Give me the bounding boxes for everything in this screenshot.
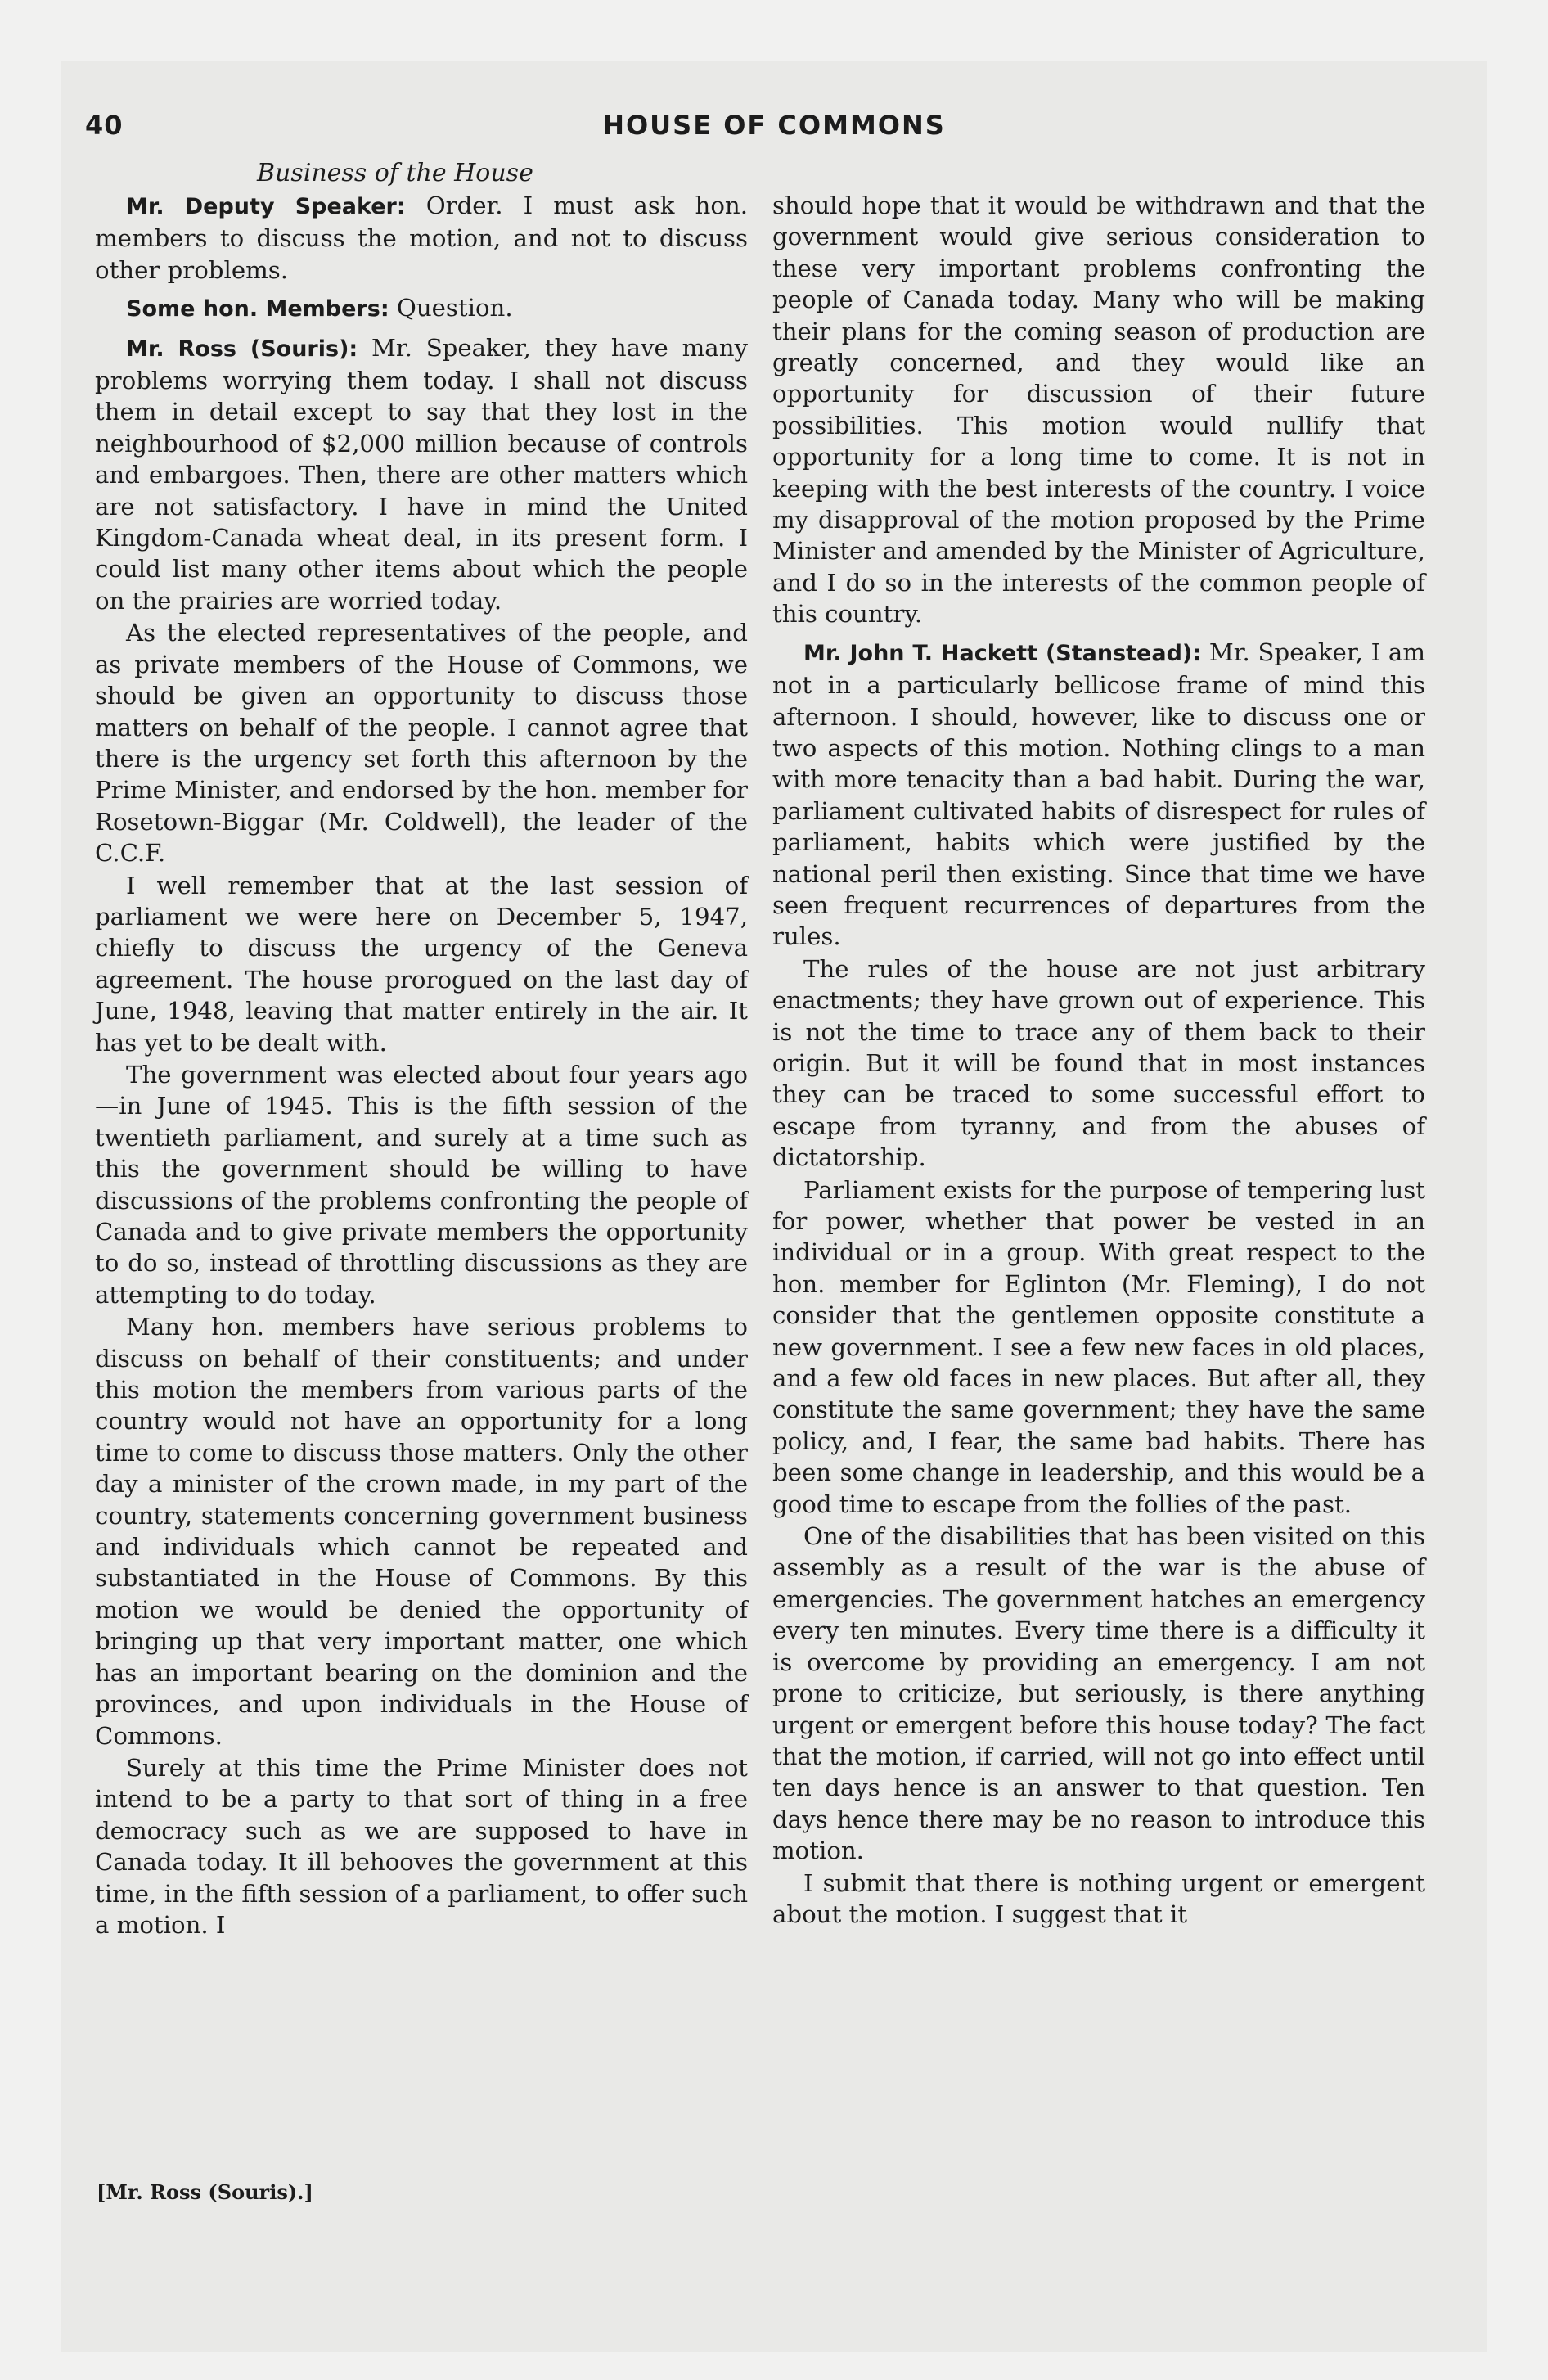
paragraph (95, 292, 748, 325)
speaker-name: Mr. Ross (Souris): (126, 336, 358, 362)
paragraph: Parliament exists for the purpose of tempering lust for power, whether that power be vested in an individual or in a group. With great respect to the hon. member for Eglinton (Mr. Fleming), I do not consider that the gentlemen opposite constitute a new government. I see a few new faces in old places, and a few old faces in new places. But after all, they constitute the same government; they have the same policy, and, I fear, the same bad habits. There has been some change in leadership, and this would be a good time to escape from the follies of the past. (772, 1175, 1425, 1518)
paragraph: I well remember that at the last session of parliament we were here on December 5, 1947, chiefly to discuss the urgency of the Geneva agreement. The house prorogued on the last day of June, 1948, leaving that matter entirely in the air. It has yet to be dealt with. (95, 871, 748, 1057)
paragraph: Surely at this time the Prime Minister does not intend to be a party to that sort of thing in a free democracy such as we are supposed to have in Canada today. It ill behooves the government at this time, in the fifth session of a parliament, to offer such a motion. I (95, 1753, 748, 1939)
page-header (61, 110, 1487, 159)
section-title: Business of the House (257, 159, 533, 187)
footer-speaker-reference: [Mr. Ross (Souris).] (97, 2180, 313, 2204)
paragraph (772, 637, 1425, 953)
left-column (95, 190, 748, 1941)
speaker-name: Some hon. Members: (126, 296, 389, 322)
paragraph-text: Mr. Speaker, they have many problems worrying them today. I shall not discuss them in detail except to say that they lost in the neighbourhood of $2,000 million because of controls and embargoes. Then, there are other matters which are not satisfactory. I have in mind the United Kingdom-Canada wheat deal, in its present form. I could list many other items about which the people on the prairies are worried today. (95, 333, 748, 615)
paragraph (95, 332, 748, 617)
paragraph: One of the disabilities that has been visited on this assembly as a result of the war is the abuse of emergencies. The government hatches an emergency every ten minutes. Every time there is a difficulty it is overcome by providing an emergency. I am not prone to criticize, but seriously, is there anything urgent or emergent before this house today? The fact that the motion, if carried, will not go into effect until ten days hence is an answer to that question. Ten days hence there may be no reason to introduce this motion. (772, 1522, 1425, 1865)
paragraph: Many hon. members have serious problems to discuss on behalf of their constituents; and under this motion the members from various parts of the country would not have an opportunity for a long time to come to discuss those matters. Only the other day a minister of the crown made, in my part of the country, statements concerning government business and individuals which cannot be repeated and substantiated in the House of Commons. By this motion we would be denied the opportunity of bringing up that very important matter, one which has an important bearing on the dominion and the provinces, and upon individuals in the House of Commons. (95, 1313, 748, 1750)
paragraph: As the elected representatives of the people, and as private members of the House of Commons, we should be given an opportunity to discuss those matters on behalf of the people. I cannot agree that there is the urgency set forth this afternoon by the Prime Minister, and endorsed by the hon. member for Rosetown-Biggar (Mr. Coldwell), the leader of the C.C.F. (95, 619, 748, 868)
hansard-page (61, 61, 1487, 2352)
paragraph-text: Order. I must ask hon. members to discuss the motion, and not to discuss other problems. (95, 192, 748, 284)
paragraph-text: Question. (396, 294, 513, 322)
page-number: 40 (85, 110, 124, 141)
paragraph-text: Mr. Speaker, I am not in a particularly bellicose frame of mind this afternoon. I should, however, like to discuss one or two aspects of this motion. Nothing clings to a man with more tenacity than a bad habit. During the war, parliament cultivated habits of disrespect for rules of parliament, habits which were justified by the national peril then existing. Since that time we have seen frequent recurrences of departures from the rules. (772, 638, 1426, 951)
speaker-name: Mr. John T. Hackett (Stanstead): (803, 640, 1202, 666)
paragraph: The rules of the house are not just arbitrary enactments; they have grown out of experience. This is not the time to trace any of them back to their origin. But it will be found that in most instances they can be traced to some successful effort to escape from tyranny, and from the abuses of dictatorship. (772, 954, 1425, 1172)
paragraph: The government was elected about four years ago—in June of 1945. This is the fifth session of the twentieth parliament, and surely at a time such as this the government should be willing to have discussions of the problems confronting the people of Canada and to give private members the opportunity to do so, instead of throttling discussions as they are attempting to do today. (95, 1060, 748, 1309)
running-title: HOUSE OF COMMONS (602, 110, 946, 141)
paragraph: I submit that there is nothing urgent or emergent about the motion. I suggest that it (772, 1868, 1425, 1928)
right-column (772, 190, 1425, 1930)
paragraph (95, 190, 748, 286)
paragraph-continued: should hope that it would be withdrawn and that the government would give serious consideration to these very important problems confronting the people of Canada today. Many who will be making their plans for the coming season of production are greatly concerned, and they would like an opportunity for discussion of their future possibilities. This motion would nullify that opportunity for a long time to come. It is not in keeping with the best interests of the country. I voice my disapproval of the motion proposed by the Prime Minister and amended by the Minister of Agriculture, and I do so in the interests of the common people of this country. (772, 192, 1425, 629)
speaker-name: Mr. Deputy Speaker: (126, 194, 406, 219)
